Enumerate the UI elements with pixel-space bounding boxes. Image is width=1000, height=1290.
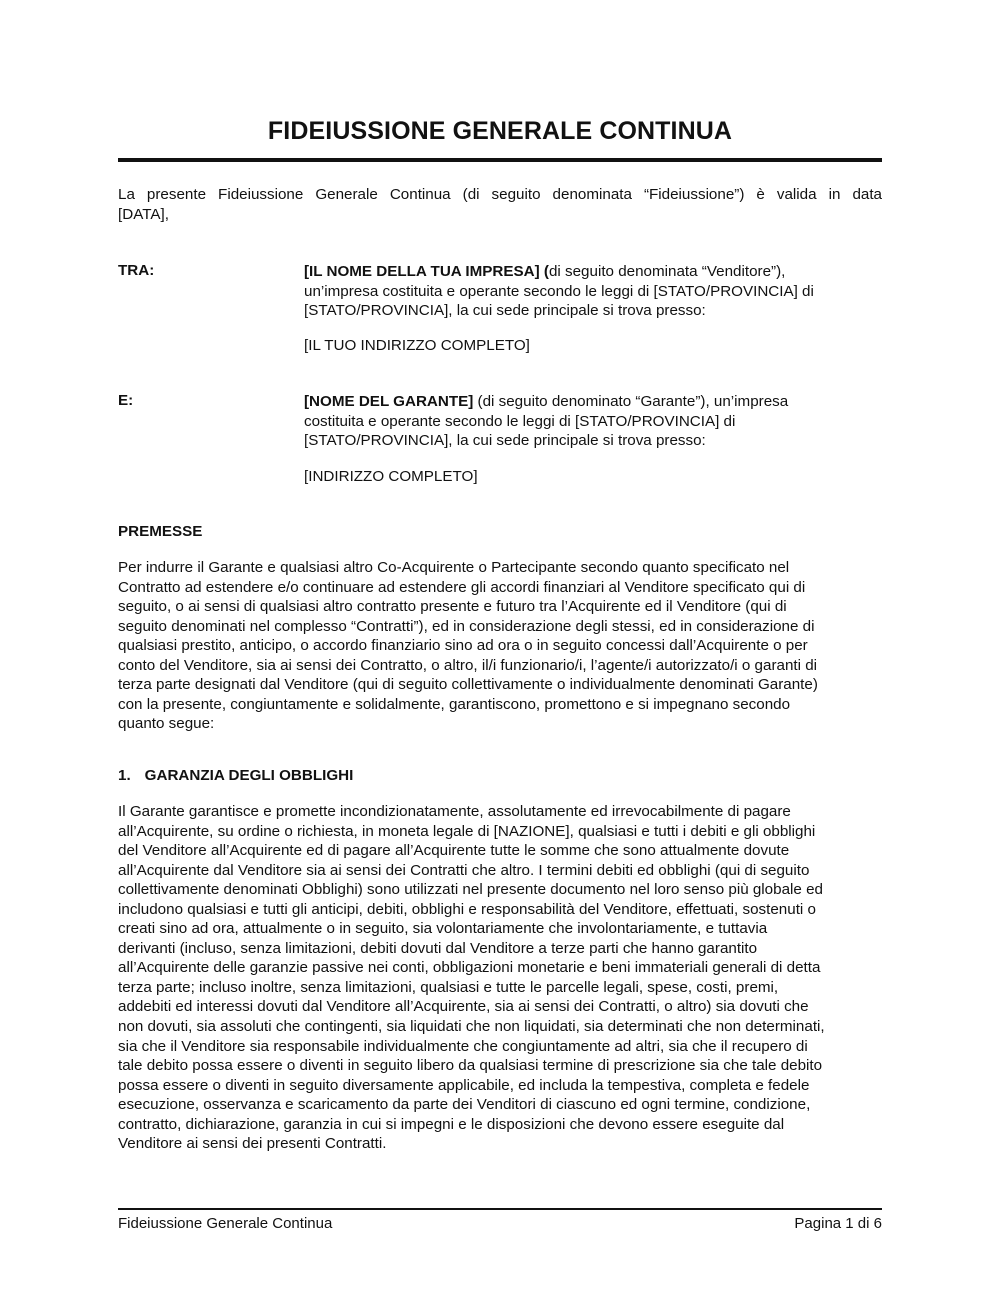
party-line: costituita e operante secondo le leggi di [STATO/PROVINCIA] di	[304, 412, 736, 430]
party-line: di seguito denominata “Venditore”),	[548, 263, 786, 280]
paragraph-line: all’Acquirente, su ordine o richiesta, in moneta legale di [NAZIONE], qualsiasi e tutti i debiti e gli obblighi	[118, 822, 816, 840]
premesse-heading: PREMESSE	[118, 523, 203, 540]
paragraph-line: all’Acquirente delle garanzie passive nei conti, obbligazioni monetarie e beni immateriali generali di detta	[118, 959, 821, 977]
section-1-heading	[118, 767, 353, 784]
intro-paragraph	[118, 185, 882, 224]
party-description-guarantor	[304, 392, 864, 451]
paragraph-line: contratto, dichiarazione, garanzia in cui si impegni e le disposizioni che devono essere eseguite dal	[118, 1115, 785, 1133]
paragraph-line: conto del Venditore, sia ai sensi dei Contratto, o altro, il/i funzionario/i, l’agente/i autorizzato/i o garanti di	[118, 656, 818, 674]
footer-document-title: Fideiussione Generale Continua	[118, 1215, 333, 1232]
footer-divider	[118, 1208, 882, 1210]
party-label-e: E:	[118, 392, 134, 409]
paragraph-line: creati sino ad ora, attualmente o in seguito, sia volontariamente che involontariamente, e tuttavia	[118, 920, 768, 938]
premesse-paragraph	[118, 558, 882, 734]
intro-line: La presente Fideiussione Generale Continua (di seguito denominata “Fideiussione”) è valida in data	[118, 186, 882, 203]
party-address-guarantor: [INDIRIZZO COMPLETO]	[304, 468, 478, 485]
paragraph-line: Venditore ai sensi dei presenti Contratti.	[118, 1135, 387, 1153]
paragraph-line: non dovuti, sia assoluti che contingenti, sia liquidati che non liquidati, sia determinati che non determinati,	[118, 1018, 825, 1036]
section-number: 1.	[118, 767, 131, 784]
paragraph-line: con la presente, congiuntamente e solidalmente, garantiscono, promettono e si impegnano secondo	[118, 695, 791, 713]
paragraph-line: tale debito possa essere o diventi in seguito libero da qualsiasi termine di prescrizione sia che tale debito	[118, 1057, 823, 1075]
paragraph-line: possa essere o diventi in seguito diversamente applicabile, ed includa la tempestiva, completa e fedele	[118, 1076, 810, 1094]
footer-page-number: Pagina 1 di 6	[794, 1215, 882, 1232]
intro-line: [DATA],	[118, 205, 169, 223]
paragraph-line: terza parte; incluso inoltre, senza limitazioni, qualsiasi e tutte le parcelle legali, spese, costi, premi,	[118, 978, 779, 996]
paragraph-line: Contratto ad estendere e/o continuare ad estendere gli accordi finanziari al Venditore specificato qui di	[118, 578, 806, 596]
paragraph-line: Il Garante garantisce e promette incondizionatamente, assolutamente ed irrevocabilmente di pagare	[118, 803, 791, 820]
section-1-paragraph	[118, 802, 882, 1154]
document-title: FIDEIUSSIONE GENERALE CONTINUA	[267, 117, 733, 145]
paragraph-line: Per indurre il Garante e qualsiasi altro Co-Acquirente o Partecipante secondo quanto specificato nel	[118, 559, 790, 576]
party-description-seller	[304, 262, 864, 321]
party-line: [STATO/PROVINCIA], la cui sede principale si trova presso:	[304, 302, 706, 319]
paragraph-line: collettivamente denominati Obblighi) sono utilizzati nel presente documento nel loro senso più globale ed	[118, 881, 823, 899]
party-address-seller: [IL TUO INDIRIZZO COMPLETO]	[304, 337, 530, 354]
party-line: un’impresa costituita e operante secondo le leggi di [STATO/PROVINCIA] di	[304, 282, 814, 300]
section-title: GARANZIA DEGLI OBBLIGHI	[144, 767, 354, 784]
paragraph-line: includono qualsiasi e tutti gli anticipi, debiti, obblighi e responsabilità del Venditore, effettuati, sostenuti o	[118, 900, 816, 918]
paragraph-line: quanto segue:	[118, 715, 215, 733]
title-divider	[118, 158, 882, 162]
party-name-guarantor: [NOME DEL GARANTE]	[304, 393, 474, 410]
party-label-tra: TRA:	[118, 262, 155, 279]
paragraph-line: sia che il Venditore sia responsabile individualmente che congiuntamente ad altri, sia che il recupero di	[118, 1037, 808, 1055]
paragraph-line: del Venditore all’Acquirente ed di pagare all’Acquirente tutte le somme che sono attualmente dovute	[118, 842, 790, 860]
paragraph-line: addebiti ed interessi dovuti dal Venditore all’Acquirente, sia ai sensi dei Contratti, o altro) sia dovuti che	[118, 998, 809, 1016]
paragraph-line: all’Acquirente dal Venditore sia ai sensi dei Contratti che altro. I termini debiti ed obblighi (qui di seguito	[118, 861, 810, 879]
paragraph-line: esecuzione, osservanza e scaricamento da parte dei Venditori di ciascuno ed ogni termine, condizione,	[118, 1096, 811, 1114]
paragraph-line: derivanti (incluso, senza limitazioni, debiti dovuti dal Venditore a terze parti che hanno garantito	[118, 939, 758, 957]
party-line: (di seguito denominato “Garante”), un’impresa	[473, 393, 789, 410]
party-name-seller: [IL NOME DELLA TUA IMPRESA] (	[304, 263, 549, 280]
paragraph-line: seguito, o ai sensi di qualsiasi altro contratto presente e futuro tra l’Acquirente ed il Venditore (qui di	[118, 598, 787, 616]
party-line: [STATO/PROVINCIA], la cui sede principale si trova presso:	[304, 432, 706, 449]
paragraph-line: seguito denominati nel complesso “Contratti”), ed in considerazione degli stessi, ed in considerazione di	[118, 617, 815, 635]
paragraph-line: qualsiasi prestito, anticipo, o accordo finanziario sino ad ora o in seguito concessi dall’Acquirente o per	[118, 637, 808, 655]
paragraph-line: terza parte designati dal Venditore (qui di seguito collettivamente o individualmente denominati Garante)	[118, 676, 818, 694]
